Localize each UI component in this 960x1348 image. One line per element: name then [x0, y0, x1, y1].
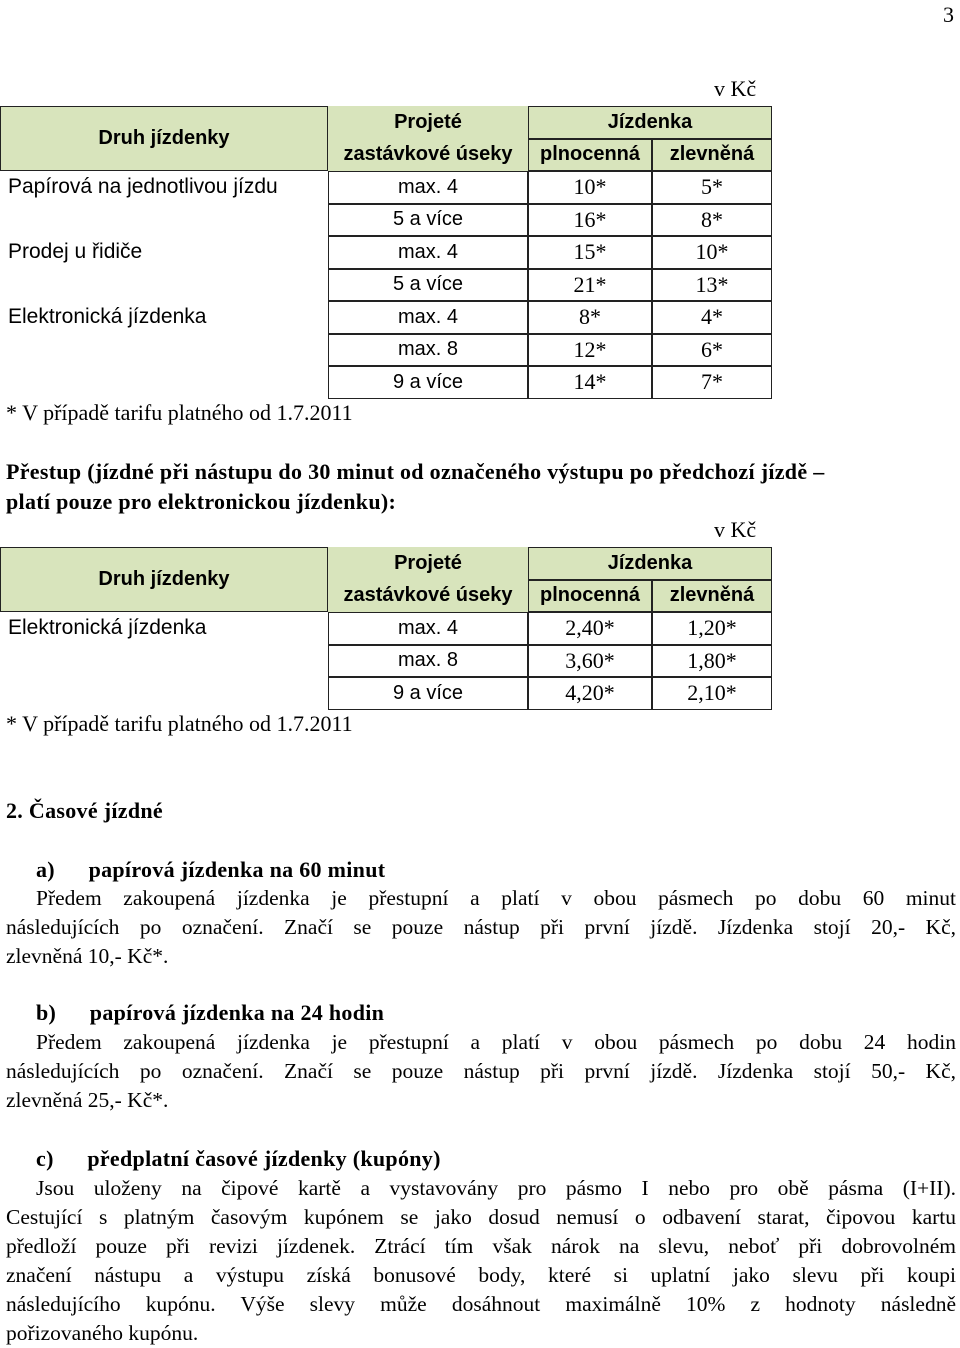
cell-segments: max. 8 [328, 645, 528, 678]
cell-type: Papírová na jednotlivou jízdu [8, 175, 278, 199]
header-segments-2: zastávkové úseky [328, 139, 528, 172]
header-ticket: Jízdenka [528, 106, 772, 139]
body-line: následujícího kupónu. Výše slevy může dosáhnout maximálně 10% z hodnoty následně [6, 1292, 956, 1316]
cell-segments: 9 a více [328, 677, 528, 710]
cell-type: Prodej u řidiče [8, 240, 143, 264]
header-ticket: Jízdenka [528, 547, 772, 580]
item-body [6, 1174, 956, 1348]
body-line: předloží pouze při revizi jízdenek. Ztrácí tím však nárok na slevu, neboť při dobrovolném [6, 1234, 956, 1258]
cell-type [8, 204, 328, 237]
header-reduced: zlevněná [652, 139, 772, 172]
cell-full: 16* [528, 204, 652, 237]
cell-segments: 9 a více [328, 366, 528, 399]
cell-type: Elektronická jízdenka [8, 305, 207, 329]
item-heading [36, 857, 385, 883]
cell-full: 21* [528, 269, 652, 302]
transfer-heading-line2: platí pouze pro elektronickou jízdenku): [6, 489, 397, 514]
cell-full: 15* [528, 236, 652, 269]
body-line: zlevněná 10,- Kč*. [6, 944, 169, 968]
cell-full: 2,40* [528, 612, 652, 645]
cell-reduced: 13* [652, 269, 772, 302]
cell-reduced: 10* [652, 236, 772, 269]
body-line: Předem zakoupená jízdenka je přestupní a platí v obou pásmech po dobu 60 minut [36, 886, 956, 910]
fare-table-single [0, 106, 772, 399]
item-label: c) [36, 1146, 54, 1171]
item-title: předplatní časové jízdenky (kupóny) [87, 1146, 441, 1171]
item-label: a) [36, 857, 55, 882]
table-header-row [0, 106, 772, 149]
body-line: značení nástupu a výstupu získá bonusové body, které si uplatní jako slevu při koupi [6, 1263, 956, 1287]
cell-type: Elektronická jízdenka [8, 616, 207, 640]
table-row [0, 269, 772, 302]
item-title: papírová jízdenka na 60 minut [88, 857, 386, 882]
table-header-row [0, 547, 772, 590]
cell-type [8, 366, 328, 399]
cell-full: 4,20* [528, 677, 652, 710]
unit-label: v Kč [714, 517, 757, 542]
item-title: papírová jízdenka na 24 hodin [89, 1000, 385, 1025]
tariff-note: * V případě tarifu platného od 1.7.2011 [6, 400, 353, 425]
cell-type [8, 677, 328, 710]
body-line: Jsou uloženy na čipové kartě a vystavovány pro pásmo I nebo pro obě pásma (I+II). [36, 1176, 956, 1200]
cell-reduced: 7* [652, 366, 772, 399]
table-row [0, 677, 772, 710]
cell-segments: max. 4 [328, 301, 528, 334]
cell-reduced: 5* [652, 171, 772, 204]
section-title: 2. Časové jízdné [6, 798, 163, 823]
table-header-row [0, 139, 772, 172]
cell-reduced: 2,10* [652, 677, 772, 710]
fare-table-transfer [0, 547, 772, 710]
table-row [0, 645, 772, 678]
header-ticket-type: Druh jízdenky [0, 547, 328, 612]
body-line: následujících po označení. Značí se pouze nástup při první jízdě. Jízdenka stojí 20,- Kč, [6, 915, 956, 939]
table-row [0, 171, 772, 204]
table-row [0, 236, 772, 269]
table-header-row [0, 580, 772, 613]
item-body [6, 1028, 956, 1115]
cell-reduced: 6* [652, 334, 772, 367]
table-row [0, 612, 772, 645]
item-label: b) [36, 1000, 57, 1025]
header-ticket-type: Druh jízdenky [0, 106, 328, 171]
item-heading [36, 1146, 441, 1172]
header-full: plnocenná [528, 580, 652, 613]
tariff-note: * V případě tarifu platného od 1.7.2011 [6, 711, 353, 736]
table-row [0, 204, 772, 237]
table-row [0, 334, 772, 367]
cell-type [8, 645, 328, 678]
cell-segments: max. 4 [328, 236, 528, 269]
header-reduced: zlevněná [652, 580, 772, 613]
item-heading [36, 1000, 384, 1026]
page-number: 3 [943, 2, 954, 27]
cell-segments: max. 4 [328, 171, 528, 204]
body-line: Cestující s platným časovým kupónem se jako dosud nemusí o odbavení starat, čipovou kartu [6, 1205, 956, 1229]
body-line: zlevněná 25,- Kč*. [6, 1088, 169, 1112]
header-segments-1: Projeté [328, 106, 528, 139]
unit-label: v Kč [714, 76, 757, 101]
cell-full: 14* [528, 366, 652, 399]
cell-reduced: 1,80* [652, 645, 772, 678]
cell-reduced: 4* [652, 301, 772, 334]
table-row [0, 301, 772, 334]
cell-type [8, 334, 328, 367]
cell-full: 10* [528, 171, 652, 204]
header-full: plnocenná [528, 139, 652, 172]
body-line: Předem zakoupená jízdenka je přestupní a platí v obou pásmech po dobu 24 hodin [36, 1030, 956, 1054]
body-line: následujících po označení. Značí se pouze nástup při první jízdě. Jízdenka stojí 50,- Kč, [6, 1059, 956, 1083]
body-line: pořizovaného kupónu. [6, 1321, 199, 1345]
cell-reduced: 8* [652, 204, 772, 237]
cell-full: 3,60* [528, 645, 652, 678]
table-row [0, 366, 772, 399]
cell-segments: 5 a více [328, 204, 528, 237]
cell-reduced: 1,20* [652, 612, 772, 645]
cell-full: 8* [528, 301, 652, 334]
transfer-heading-line1: Přestup (jízdné při nástupu do 30 minut od označeného výstupu po předchozí jízdě – [6, 459, 825, 484]
cell-type [8, 269, 328, 302]
item-body [6, 884, 956, 971]
cell-segments: max. 8 [328, 334, 528, 367]
cell-segments: max. 4 [328, 612, 528, 645]
cell-full: 12* [528, 334, 652, 367]
header-segments-2: zastávkové úseky [328, 580, 528, 613]
header-segments-1: Projeté [328, 547, 528, 580]
cell-segments: 5 a více [328, 269, 528, 302]
